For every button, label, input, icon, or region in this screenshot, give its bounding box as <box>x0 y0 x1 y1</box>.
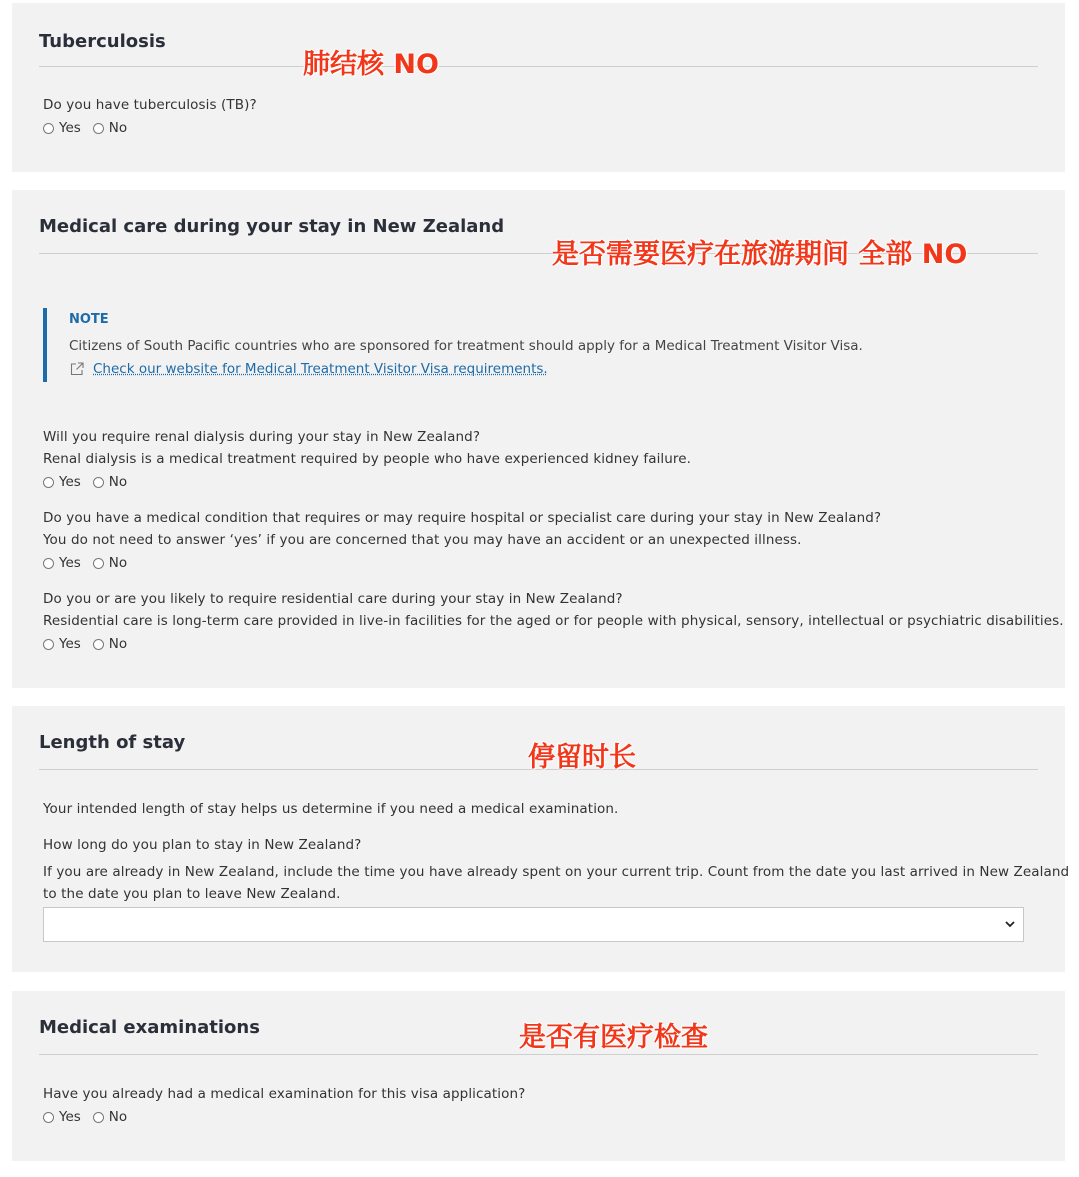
residential-care-radio-group <box>43 636 139 652</box>
length-of-stay-title: Length of stay <box>39 732 186 753</box>
radio-circle[interactable] <box>43 639 54 650</box>
annotation-tb: 肺结核 NO <box>303 49 439 80</box>
tuberculosis-title: Tuberculosis <box>39 31 166 52</box>
radio-label-no: No <box>108 474 128 490</box>
tuberculosis-panel <box>12 3 1065 172</box>
radio-circle[interactable] <box>93 477 104 488</box>
annotation-medical-care: 是否需要医疗在旅游期间 全部 NO <box>552 239 968 270</box>
length-of-stay-intro: Your intended length of stay helps us determine if you need a medical examination. <box>43 801 619 817</box>
renal-dialysis-no-radio[interactable] <box>93 474 127 490</box>
length-of-stay-question: How long do you plan to stay in New Zealand? <box>43 837 362 853</box>
residential-care-no-radio[interactable] <box>93 636 127 652</box>
radio-label-yes: Yes <box>59 1109 81 1125</box>
chevron-down-icon <box>1003 917 1017 931</box>
radio-circle[interactable] <box>93 639 104 650</box>
medical-exam-no-radio[interactable] <box>93 1109 127 1125</box>
medical-exam-title: Medical examinations <box>39 1017 260 1038</box>
divider <box>39 1054 1038 1055</box>
length-of-stay-help-line2: to the date you plan to leave New Zealand. <box>43 886 341 902</box>
hospital-care-yes-radio[interactable] <box>43 555 81 571</box>
renal-dialysis-yes-radio[interactable] <box>43 474 81 490</box>
tb-question: Do you have tuberculosis (TB)? <box>43 97 257 113</box>
medical-care-title: Medical care during your stay in New Zealand <box>39 216 505 237</box>
residential-care-help: Residential care is long-term care provided in live-in facilities for the aged or for people with physical, sensory, intellectual or psychiatric disabilities. <box>43 613 1064 629</box>
note-title: NOTE <box>69 312 109 327</box>
residential-care-yes-radio[interactable] <box>43 636 81 652</box>
medical-exam-yes-radio[interactable] <box>43 1109 81 1125</box>
hospital-care-question: Do you have a medical condition that requires or may require hospital or specialist care during your stay in New Zealand? <box>43 510 882 526</box>
tb-radio-group <box>43 120 139 136</box>
annotation-medical-exam: 是否有医疗检查 <box>519 1022 708 1053</box>
residential-care-question: Do you or are you likely to require residential care during your stay in New Zealand? <box>43 591 623 607</box>
renal-dialysis-help: Renal dialysis is a medical treatment required by people who have experienced kidney failure. <box>43 451 692 467</box>
radio-label-no: No <box>108 1109 128 1125</box>
radio-label-yes: Yes <box>59 474 81 490</box>
radio-circle[interactable] <box>93 1112 104 1123</box>
annotation-length-of-stay: 停留时长 <box>528 742 636 773</box>
radio-label-no: No <box>108 636 128 652</box>
hospital-care-no-radio[interactable] <box>93 555 127 571</box>
renal-dialysis-question: Will you require renal dialysis during your stay in New Zealand? <box>43 429 481 445</box>
radio-label-yes: Yes <box>59 636 81 652</box>
medical-exam-radio-group <box>43 1109 139 1125</box>
radio-circle[interactable] <box>43 123 54 134</box>
radio-label-yes: Yes <box>59 120 81 136</box>
radio-circle[interactable] <box>43 1112 54 1123</box>
radio-circle[interactable] <box>93 558 104 569</box>
radio-label-no: No <box>108 555 128 571</box>
tb-yes-radio[interactable] <box>43 120 81 136</box>
radio-label-yes: Yes <box>59 555 81 571</box>
radio-label-no: No <box>108 120 128 136</box>
medical-exam-question: Have you already had a medical examination for this visa application? <box>43 1086 526 1102</box>
radio-circle[interactable] <box>93 123 104 134</box>
radio-circle[interactable] <box>43 477 54 488</box>
note-link-row[interactable] <box>69 361 548 377</box>
note-text: Citizens of South Pacific countries who are sponsored for treatment should apply for a Medical Treatment Visitor Visa. <box>69 338 863 354</box>
note-box <box>43 308 1023 382</box>
hospital-care-help: You do not need to answer ‘yes’ if you are concerned that you may have an accident or an unexpected illness. <box>43 532 802 548</box>
external-link-icon <box>69 361 85 377</box>
renal-dialysis-radio-group <box>43 474 139 490</box>
hospital-care-radio-group <box>43 555 139 571</box>
divider <box>39 66 1038 67</box>
radio-circle[interactable] <box>43 558 54 569</box>
tb-no-radio[interactable] <box>93 120 127 136</box>
medical-treatment-visa-link[interactable]: Check our website for Medical Treatment Visitor Visa requirements. <box>93 361 548 377</box>
length-of-stay-help-line1: If you are already in New Zealand, include the time you have already spent on your current trip. Count from the date you last arrived in New Zealand <box>43 864 1070 880</box>
length-of-stay-select[interactable] <box>43 907 1024 942</box>
